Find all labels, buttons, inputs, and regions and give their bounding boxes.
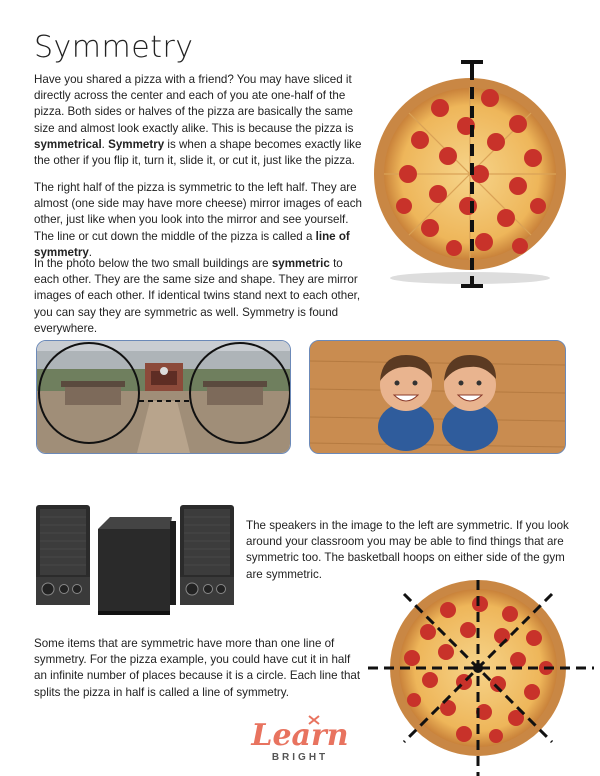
paragraph-half: The right half of the pizza is symmetric to the left half. They are almost (one side may have more cheese) mirror images of each other, just like when you look into the mirror and see yourself. The line or cut down the middle of the pizza is called a line of symmetry. [34,181,362,259]
paragraph-buildings: In the photo below the two small buildings are symmetric to each other. They are the same size and shape. They are mirror images of each other. If identical twins stand next to each other, you can say they are symmetric as well. Symmetry is found everywhere. [34,257,361,335]
paragraph-multiple-lines: Some items that are symmetric have more than one line of symmetry. For the pizza example, you could have cut it in half an infinite number of places because it is a circle. Each line that splits the pizza in half is called a line of symmetry. [34,637,361,699]
learn-bright-logo [244,714,354,768]
buildings-illustration [37,341,290,453]
logo-subtitle: BRIGHT [271,752,329,763]
subwoofer [98,517,176,615]
right-speaker [180,505,234,605]
twins-illustration [310,341,565,453]
twins-photo [309,340,566,454]
logo-word: Learn [251,718,349,753]
paragraph-intro: Have you shared a pizza with a friend? You may have sliced it directly across the center and each of you ate one-half of the pizza. Both sides or halves of the pizza are basically the same size and almost look exactly alike. This is because the pizza is symmetrical. Symmetry is when a shape becomes exactly like the other if you flip it, turn it, slide it, or cut it, just like the pizza. [34,73,362,168]
paragraph-speakers: The speakers in the image to the left are symmetric. If you look around your classroom you may be able to find things that are symmetric too. The basketball hoops on either side of the gym are symmetric. [246,519,569,581]
pizza-vertical-symmetry-image [368,56,568,292]
pizza-multiple-symmetry-image [368,580,594,776]
page-title: Symmetry [34,30,194,65]
buildings-photo [36,340,291,454]
speakers-image [34,503,238,619]
left-speaker [36,505,90,605]
